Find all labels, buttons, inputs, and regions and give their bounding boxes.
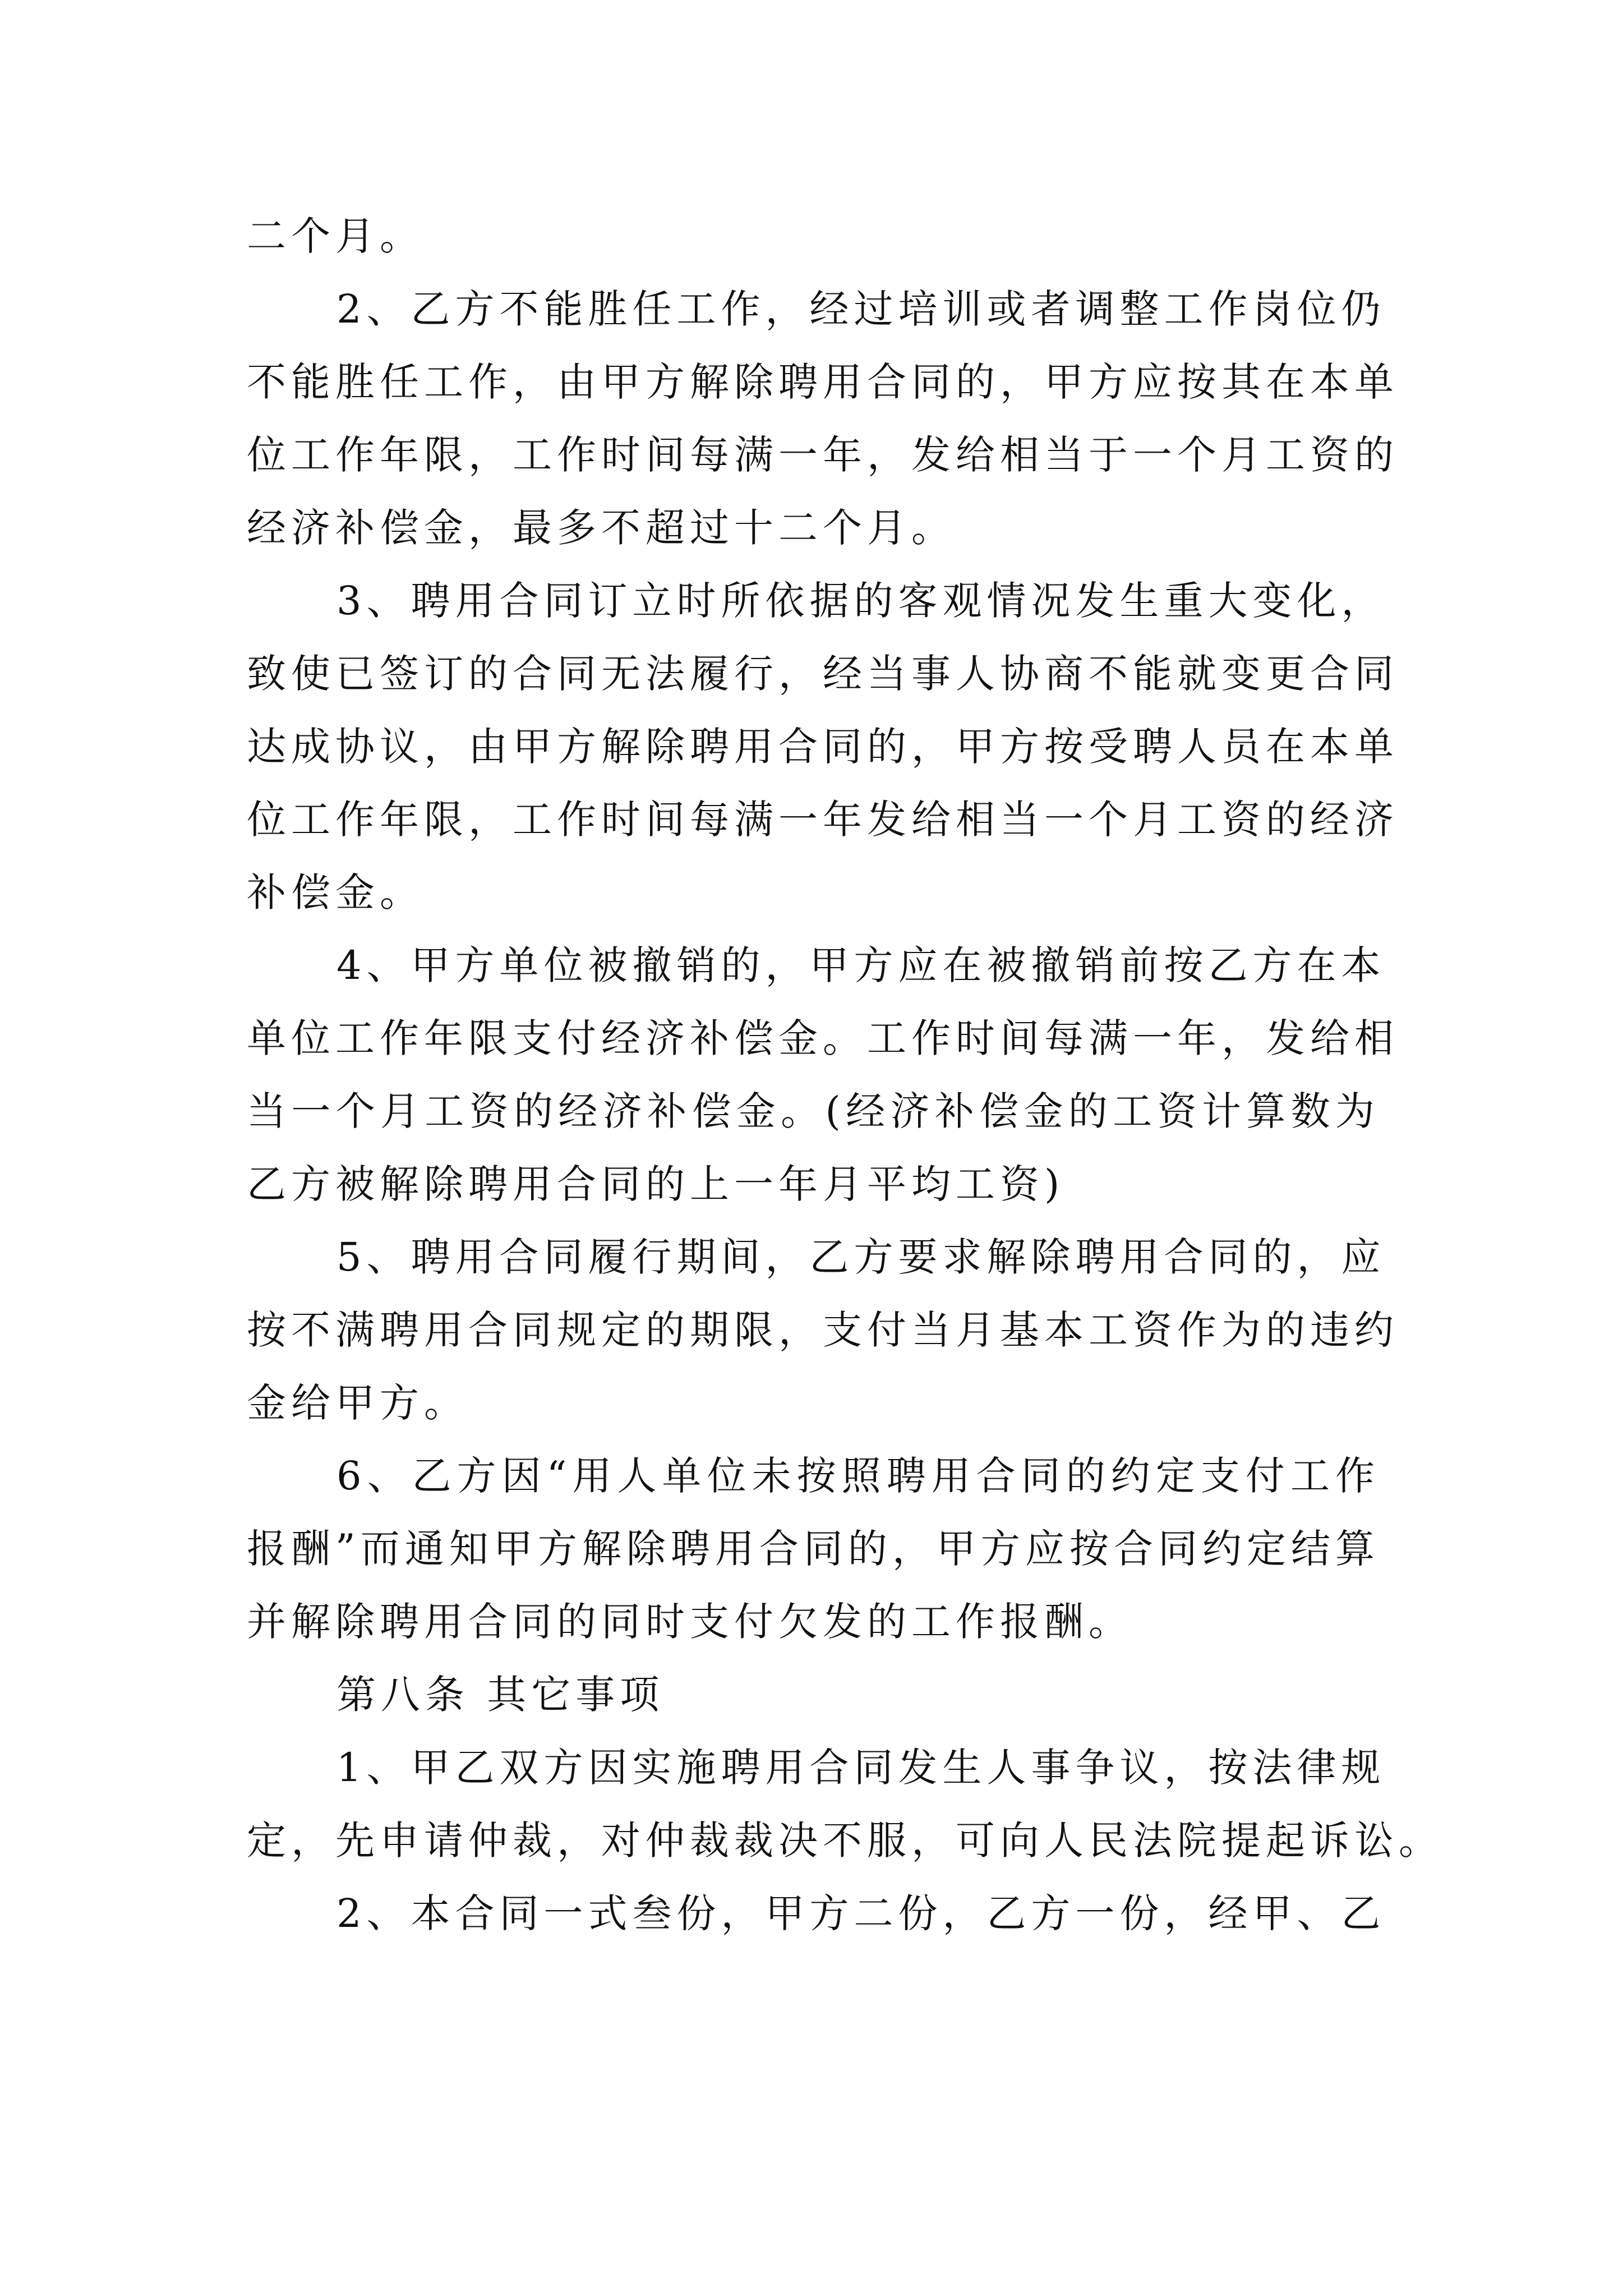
text-line: 单位工作年限支付经济补偿金。工作时间每满一年，发给相	[247, 1015, 1399, 1061]
text-line: 6、乙方因“用人单位未按照聘用合同的约定支付工作	[336, 1453, 1380, 1499]
text-line: 2、本合同一式叁份，甲方二份，乙方一份，经甲、乙	[336, 1890, 1386, 1936]
text-line: 位工作年限，工作时间每满一年发给相当一个月工资的经济	[247, 797, 1399, 843]
text-line: 达成协议，由甲方解除聘用合同的，甲方按受聘人员在本单	[247, 724, 1399, 770]
text-line: 致使已签订的合同无法履行，经当事人协商不能就变更合同	[247, 651, 1399, 697]
text-line: 不能胜任工作，由甲方解除聘用合同的，甲方应按其在本单	[247, 359, 1399, 405]
text-line: 并解除聘用合同的同时支付欠发的工作报酬。	[247, 1599, 1133, 1645]
text-line: 2、乙方不能胜任工作，经过培训或者调整工作岗位仍	[336, 286, 1386, 332]
section-heading: 第八条 其它事项	[336, 1672, 665, 1718]
text-line: 3、聘用合同订立时所依据的客观情况发生重大变化，	[336, 578, 1386, 624]
text-line: 补偿金。	[247, 869, 424, 915]
text-line: 当一个月工资的经济补偿金。(经济补偿金的工资计算数为	[247, 1088, 1380, 1134]
text-line: 经济补偿金，最多不超过十二个月。	[247, 505, 956, 551]
text-line: 按不满聘用合同规定的期限，支付当月基本工资作为的违约	[247, 1307, 1399, 1353]
document-body	[247, 200, 1443, 1950]
text-line: 报酬”而通知甲方解除聘用合同的，甲方应按合同约定结算	[247, 1526, 1380, 1572]
text-line: 金给甲方。	[247, 1380, 468, 1426]
text-line: 定，先申请仲裁，对仲裁裁决不服，可向人民法院提起诉讼。	[247, 1818, 1443, 1864]
text-line: 5、聘用合同履行期间，乙方要求解除聘用合同的，应	[336, 1234, 1386, 1280]
text-line: 4、甲方单位被撤销的，甲方应在被撤销前按乙方在本	[336, 942, 1386, 988]
text-line: 乙方被解除聘用合同的上一年月平均工资)	[247, 1161, 1065, 1207]
text-line: 位工作年限，工作时间每满一年，发给相当于一个月工资的	[247, 432, 1399, 478]
text-line: 二个月。	[247, 213, 424, 259]
text-line: 1、甲乙双方因实施聘用合同发生人事争议，按法律规	[336, 1745, 1386, 1791]
